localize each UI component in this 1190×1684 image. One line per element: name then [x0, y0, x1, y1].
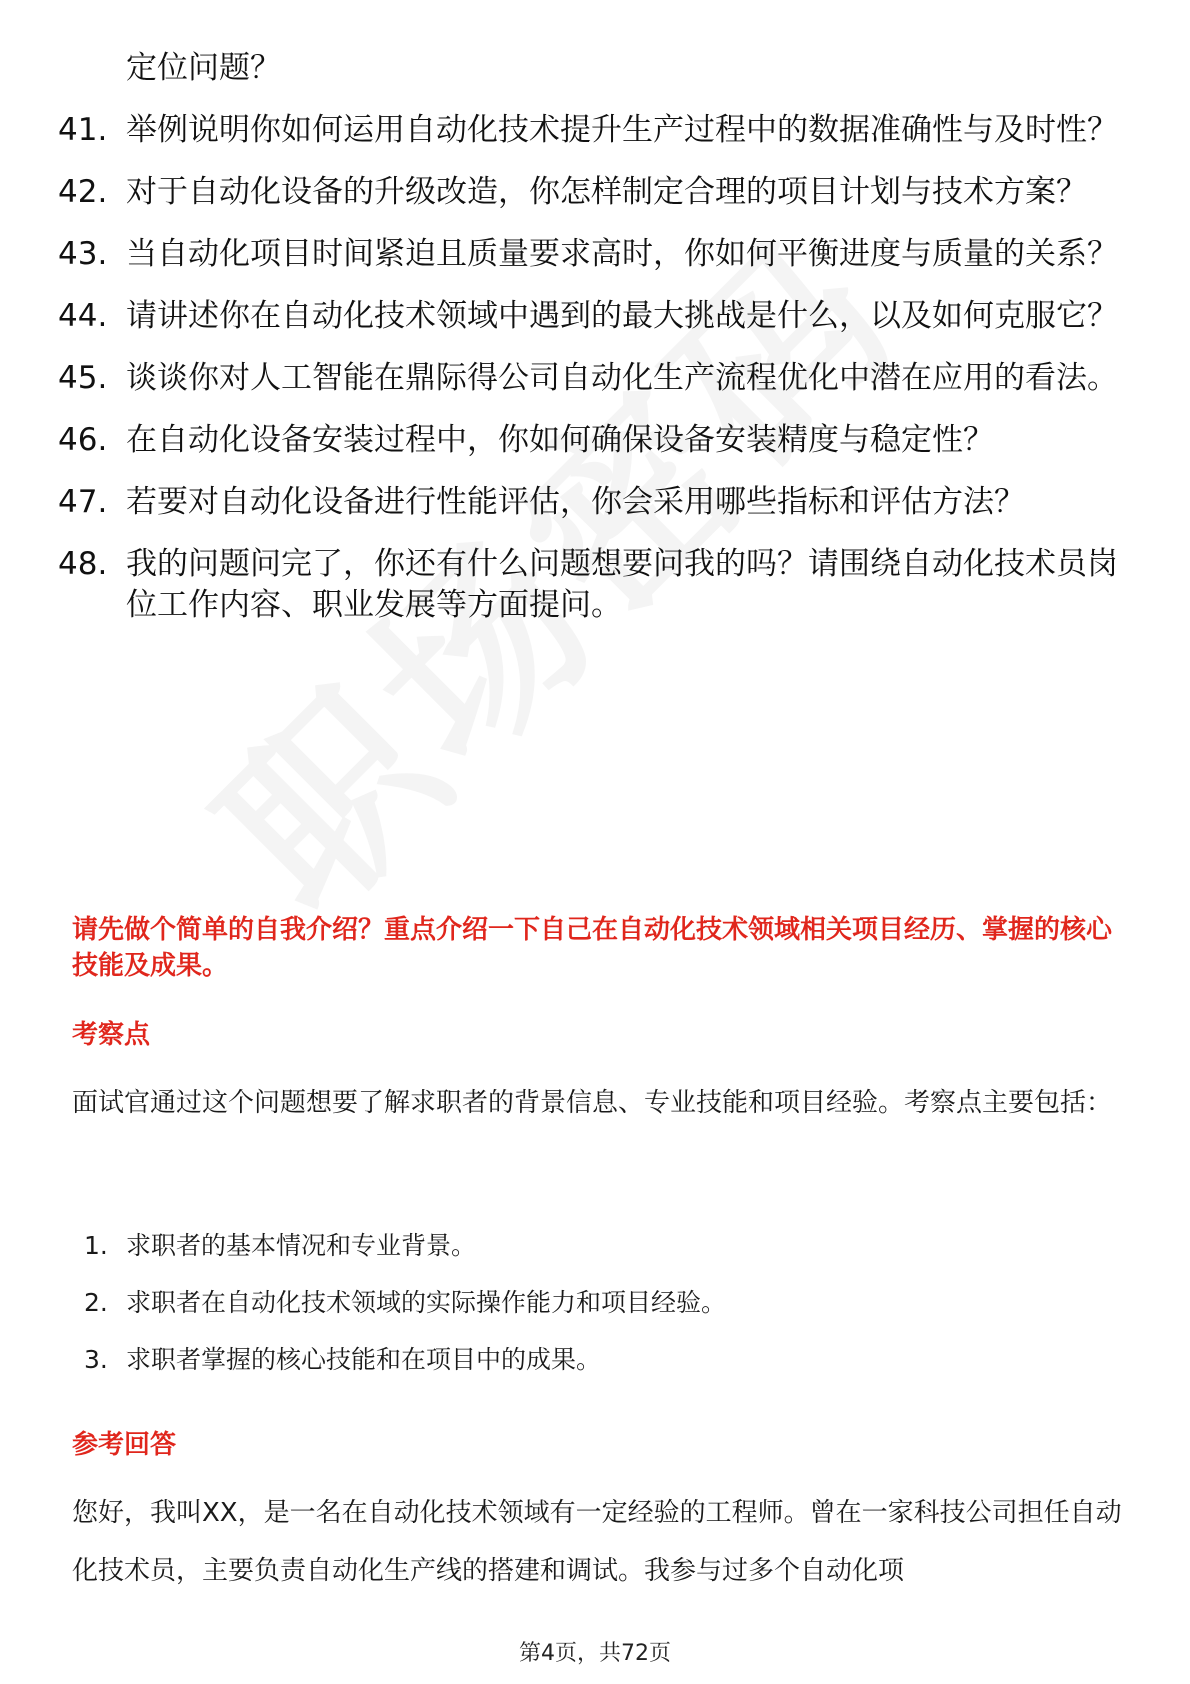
- point-text: 求职者的基本情况和专业背景。: [126, 1231, 477, 1260]
- assessment-point: [84, 1285, 726, 1342]
- question-number: 45.: [58, 360, 108, 396]
- question-item-continued: [58, 48, 1118, 89]
- question-number: 47.: [58, 484, 108, 520]
- question-text: 在自动化设备安装过程中，你如何确保设备安装精度与稳定性？: [126, 422, 994, 458]
- point-number: 1.: [84, 1231, 108, 1260]
- question-item-41: [58, 110, 1118, 151]
- reference-answer-text: 您好，我叫XX，是一名在自动化技术领域有一定经验的工程师。曾在一家科技公司担任自动化技术员，主要负责自动化生产线的搭建和调试。我参与过多个自动化项: [72, 1498, 1122, 1586]
- assessment-point: [84, 1342, 726, 1399]
- question-item-47: [58, 482, 1118, 523]
- point-text: 求职者在自动化技术领域的实际操作能力和项目经验。: [126, 1288, 727, 1317]
- point-text: 求职者掌握的核心技能和在项目中的成果。: [126, 1345, 602, 1374]
- point-number: 2.: [84, 1288, 108, 1317]
- question-text: 定位问题？: [126, 50, 281, 86]
- section-heading-assessment: 考察点: [72, 1020, 151, 1050]
- assessment-points: [84, 1228, 726, 1399]
- question-item-42: [58, 172, 1118, 213]
- question-number: 46.: [58, 422, 108, 458]
- question-list: [58, 48, 1118, 647]
- question-number: 43.: [58, 236, 108, 272]
- question-text: 举例说明你如何运用自动化技术提升生产过程中的数据准确性与及时性？: [126, 112, 1118, 148]
- question-number: 42.: [58, 174, 108, 210]
- point-number: 3.: [84, 1345, 108, 1374]
- question-item-44: [58, 296, 1118, 337]
- question-number: 48.: [58, 546, 108, 582]
- highlight-question: 请先做个简单的自我介绍？重点介绍一下自己在自动化技术领域相关项目经历、掌握的核心技能及成果。: [72, 915, 1113, 981]
- question-text: 当自动化项目时间紧迫且质量要求高时，你如何平衡进度与质量的关系？: [126, 236, 1118, 272]
- question-number: 44.: [58, 298, 108, 334]
- page-footer: 第4页，共72页: [519, 1641, 671, 1666]
- assessment-intro: 面试官通过这个问题想要了解求职者的背景信息、专业技能和项目经验。考察点主要包括：: [72, 1088, 1113, 1118]
- question-text: 若要对自动化设备进行性能评估，你会采用哪些指标和评估方法？: [126, 484, 1025, 520]
- question-item-43: [58, 234, 1118, 275]
- question-text: 请讲述你在自动化技术领域中遇到的最大挑战是什么，以及如何克服它？: [126, 298, 1118, 334]
- question-text: 我的问题问完了，你还有什么问题想要问我的吗？请围绕自动化技术员岗位工作内容、职业发展等方面提问。: [126, 546, 1118, 623]
- question-text: 对于自动化设备的升级改造，你怎样制定合理的项目计划与技术方案？: [126, 174, 1087, 210]
- question-item-48: [58, 544, 1118, 626]
- question-text: 谈谈你对人工智能在鼎际得公司自动化生产流程优化中潜在应用的看法。: [126, 360, 1118, 396]
- question-item-46: [58, 420, 1118, 461]
- question-number: 41.: [58, 112, 108, 148]
- question-item-45: [58, 358, 1118, 399]
- section-heading-reference-answer: 参考回答: [72, 1430, 177, 1460]
- assessment-point: [84, 1228, 726, 1285]
